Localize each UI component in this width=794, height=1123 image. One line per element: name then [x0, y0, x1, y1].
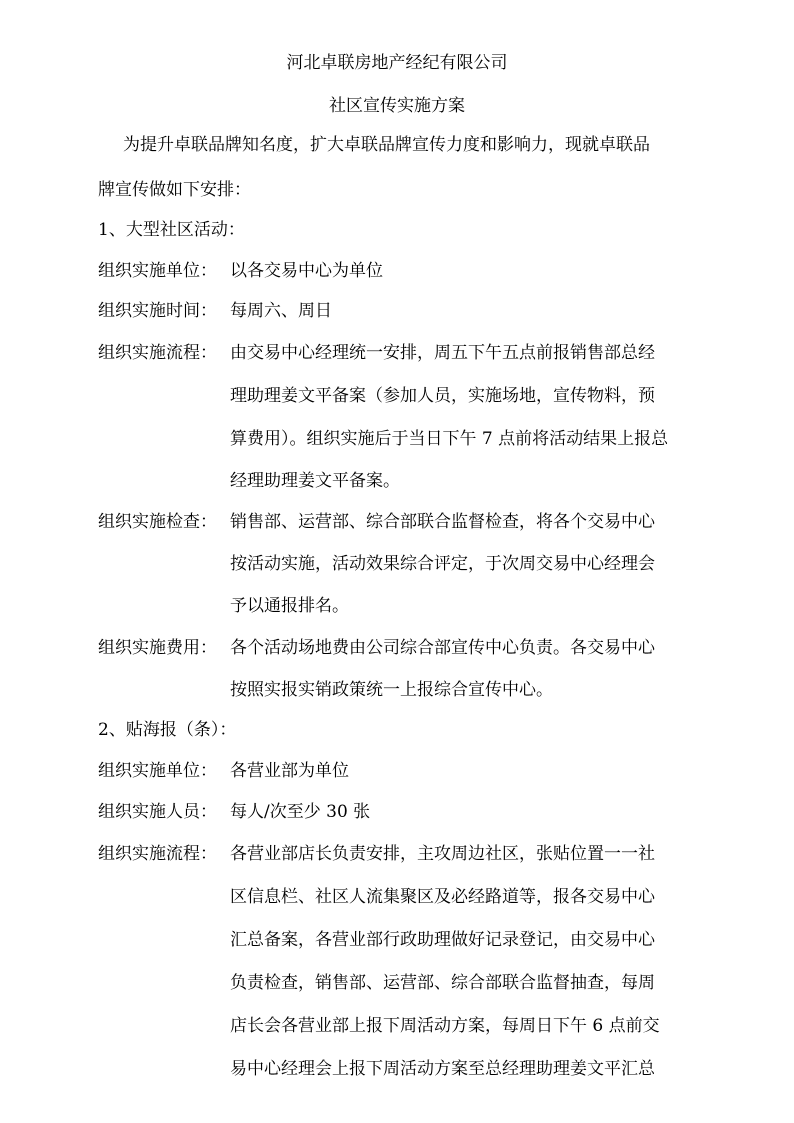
s1-check-line: 按活动实施，活动效果综合评定，于次周交易中心经理会	[230, 554, 655, 574]
s1-unit-value: 以各交易中心为单位	[230, 261, 383, 281]
s1-cost-line: 各个活动场地费由公司综合部宣传中心负责。各交易中心	[230, 638, 655, 658]
s1-check-label: 组织实施检查：	[98, 512, 217, 532]
section2-heading: 2、贴海报（条）：	[98, 720, 237, 740]
s2-process-line: 各营业部店长负责安排，主攻周边社区，张贴位置一一社	[230, 844, 655, 864]
s2-staff-value: 每人/次至少 30 张	[230, 802, 371, 822]
s1-process-line: 算费用）。组织实施后于当日下午 7 点前将活动结果上报总	[230, 429, 669, 449]
s2-unit-value: 各营业部为单位	[230, 761, 349, 781]
s1-process-line: 理助理姜文平备案（参加人员，实施场地，宣传物料，预	[230, 386, 655, 406]
intro-line-2: 牌宣传做如下安排：	[98, 180, 251, 200]
s2-staff-label: 组织实施人员：	[98, 802, 217, 822]
s1-cost-line: 按照实报实销政策统一上报综合宣传中心。	[230, 680, 553, 700]
s2-process-line: 店长会各营业部上报下周活动方案，每周日下午 6 点前交	[230, 1016, 660, 1036]
s2-unit-label: 组织实施单位：	[98, 761, 217, 781]
s1-check-line: 予以通报排名。	[230, 596, 349, 616]
s1-time-label: 组织实施时间：	[98, 301, 217, 321]
s2-process-line: 区信息栏、社区人流集聚区及必经路道等，报各交易中心	[230, 887, 655, 907]
s2-process-label: 组织实施流程：	[98, 844, 217, 864]
s1-process-line: 经理助理姜文平备案。	[230, 471, 400, 491]
s1-unit-label: 组织实施单位：	[98, 261, 217, 281]
s1-process-label: 组织实施流程：	[98, 343, 217, 363]
s1-cost-label: 组织实施费用：	[98, 638, 217, 658]
s1-time-value: 每周六、周日	[230, 301, 332, 321]
s1-process-line: 由交易中心经理统一安排，周五下午五点前报销售部总经	[230, 343, 655, 363]
s2-process-line: 易中心经理会上报下周活动方案至总经理助理姜文平汇总	[230, 1059, 655, 1079]
s2-process-line: 负责检查，销售部、运营部、综合部联合监督抽查，每周	[230, 973, 655, 993]
section1-heading: 1、大型社区活动：	[98, 220, 245, 240]
s2-process-line: 汇总备案，各营业部行政助理做好记录登记，由交易中心	[230, 930, 655, 950]
company-name: 河北卓联房地产经纪有限公司	[286, 53, 508, 73]
document-title: 社区宣传实施方案	[329, 96, 465, 116]
intro-line-1: 为提升卓联品牌知名度，扩大卓联品牌宣传力度和影响力，现就卓联品	[123, 135, 650, 155]
s1-check-line: 销售部、运营部、综合部联合监督检查，将各个交易中心	[230, 512, 655, 532]
